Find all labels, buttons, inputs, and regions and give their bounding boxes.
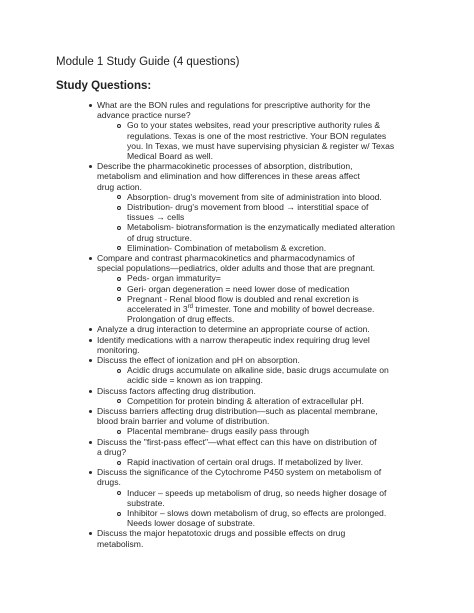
- question-text: Compare and contrast pharmacokinetics and pharmacodynamics of: [97, 253, 355, 263]
- question-text: drug action.: [97, 181, 142, 192]
- answer-text: Competition for protein binding & alteration of extracellular pH.: [127, 395, 364, 406]
- answer-text: Rapid inactivation of certain oral drugs. If metabolized by liver.: [127, 457, 363, 467]
- bullet-circle-icon: [117, 246, 121, 250]
- answer-text: Inhibitor – slows down metabolism of drug, so effects are prolonged.: [127, 508, 387, 518]
- bullet-circle-icon: [117, 297, 121, 301]
- page-title: Module 1 Study Guide (4 questions): [56, 56, 240, 68]
- answer-text: Acidic drugs accumulate on alkaline side, basic drugs accumulate on: [127, 365, 389, 376]
- answer-text: you. In Texas, we must have supervising physician & register w/ Texas: [127, 140, 395, 151]
- question-text: metabolism.: [97, 538, 144, 549]
- answer-text: Elimination- Combination of metabolism & excretion.: [127, 242, 327, 253]
- question-text: Discuss the effect of ionization and pH on absorption.: [97, 355, 300, 365]
- question-text: drugs.: [97, 477, 121, 488]
- answer-text: of drug structure.: [127, 232, 192, 243]
- bullet-dot-icon: [89, 257, 92, 260]
- bullet-circle-icon: [117, 287, 121, 291]
- bullet-dot-icon: [89, 165, 92, 168]
- answer-text: substrate.: [127, 497, 165, 508]
- answer-text: Distribution- drug's movement from blood → interstitial space of: [127, 202, 369, 212]
- bullet-dot-icon: [89, 441, 92, 444]
- answer-text: Medical Board as well.: [127, 151, 213, 161]
- bullet-circle-icon: [117, 430, 121, 434]
- bullet-dot-icon: [89, 328, 92, 331]
- question-text: Discuss factors affecting drug distribution.: [97, 385, 256, 396]
- bullet-dot-icon: [89, 471, 92, 474]
- bullet-dot-icon: [89, 410, 92, 413]
- bullet-circle-icon: [117, 369, 121, 373]
- answer-text: Needs lower dosage of substrate.: [127, 518, 256, 529]
- answer-text: Prolongation of drug effects.: [127, 314, 235, 325]
- question-text: blood brain barrier and volume of distribution.: [97, 416, 270, 427]
- question-text: Discuss barriers affecting drug distribution—such as placental membrane,: [97, 406, 378, 416]
- bullet-dot-icon: [89, 359, 92, 362]
- question-text: Discuss the "first-pass effect"—what effect can this have on distribution of: [97, 436, 377, 447]
- question-text: monitoring.: [97, 344, 140, 355]
- question-text: advance practice nurse?: [97, 110, 191, 121]
- question-text: Identify medications with a narrow therapeutic index requiring drug level: [97, 334, 370, 345]
- bullet-circle-icon: [117, 461, 121, 465]
- answer-text: regulations. Texas is one of the most restrictive. Your BON regulates: [127, 130, 387, 141]
- answer-text: Geri- organ degeneration = need lower dose of medication: [127, 283, 350, 294]
- answer-text: Absorption- drug's movement from site of administration into blood.: [127, 191, 382, 202]
- bullet-circle-icon: [117, 277, 121, 281]
- bullet-circle-icon: [117, 124, 121, 128]
- bullet-circle-icon: [117, 512, 121, 516]
- question-text: a drug?: [97, 446, 127, 457]
- answer-text: Metabolism- biotransformation is the enzymatically mediated alteration: [127, 222, 395, 233]
- section-heading: Study Questions:: [56, 80, 152, 92]
- bullet-circle-icon: [117, 399, 121, 403]
- answer-text: Pregnant - Renal blood flow is doubled and renal excretion is: [127, 293, 359, 304]
- bullet-dot-icon: [89, 390, 92, 393]
- answer-text: Peds- organ immaturity=: [127, 273, 221, 284]
- question-text: Discuss the significance of the Cytochrome P450 system on metabolism of: [97, 467, 382, 478]
- question-text: special populations—pediatrics, older adults and those that are pregnant.: [97, 263, 376, 274]
- bullet-dot-icon: [89, 339, 92, 342]
- bullet-circle-icon: [117, 195, 121, 199]
- answer-text: tissues → cells: [127, 212, 185, 223]
- bullet-dot-icon: [89, 532, 92, 535]
- answer-text: acidic side = known as ion trapping.: [127, 375, 263, 386]
- answer-text: Placental membrane- drugs easily pass through: [127, 426, 309, 437]
- bullet-circle-icon: [117, 491, 121, 495]
- question-text: metabolism and elimination and how differences in these areas affect: [97, 171, 360, 182]
- question-text: What are the BON rules and regulations for prescriptive authority for the: [97, 100, 371, 110]
- answer-text: accelerated in 3rd trimester. Tone and mobility of bowel decrease.: [127, 304, 375, 314]
- question-text: Discuss the major hepatotoxic drugs and possible effects on drug: [97, 528, 346, 539]
- bullet-circle-icon: [117, 226, 121, 230]
- answer-text: Go to your states websites, read your prescriptive authority rules &: [127, 120, 381, 131]
- bullet-circle-icon: [117, 206, 121, 210]
- bullet-dot-icon: [89, 104, 92, 107]
- question-text: Describe the pharmacokinetic processes of absorption, distribution,: [97, 161, 353, 172]
- answer-text: Inducer – speeds up metabolism of drug, so needs higher dosage of: [127, 487, 387, 498]
- question-text: Analyze a drug interaction to determine an appropriate course of action.: [97, 324, 370, 335]
